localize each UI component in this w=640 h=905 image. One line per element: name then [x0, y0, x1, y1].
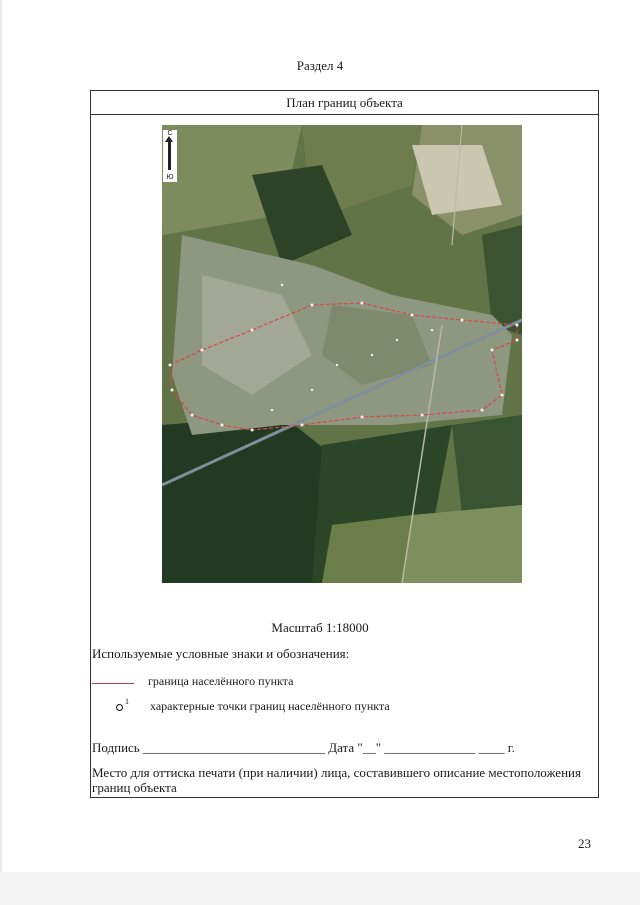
boundary-point	[501, 394, 504, 397]
boundary-point	[251, 329, 254, 332]
boundary-point	[481, 409, 484, 412]
boundary-point	[201, 349, 204, 352]
boundary-point	[281, 284, 283, 286]
legend-title: Используемые условные знаки и обозначения:	[92, 646, 350, 661]
compass-south-label: Ю	[166, 174, 174, 181]
boundary-point	[191, 414, 194, 417]
compass-north-label: С	[167, 130, 173, 137]
boundary-point	[396, 339, 398, 341]
boundary-point	[491, 349, 494, 352]
section-title: Раздел 4	[296, 58, 344, 73]
north-arrow	[163, 130, 177, 182]
boundary-point	[516, 324, 519, 327]
boundary-point	[361, 416, 364, 419]
boundary-point	[371, 354, 373, 356]
boundary-line-label: граница населённого пункта	[148, 674, 294, 688]
boundary-point-symbol	[116, 704, 123, 711]
boundary-point	[361, 302, 364, 305]
boundary-point	[461, 319, 464, 322]
boundary-point	[516, 339, 519, 342]
forest-southeast	[452, 415, 522, 515]
page-bottom-strip	[0, 872, 640, 905]
signature-date-line: Подпись ____________________________ Дата "__" ______________ ____ г.	[92, 740, 515, 755]
boundary-line-symbol	[92, 683, 134, 684]
page-left-edge	[0, 0, 2, 905]
north-arrow-icon	[168, 140, 171, 170]
boundary-point	[271, 409, 273, 411]
boundary-point	[171, 389, 174, 392]
boundary-point	[421, 414, 424, 417]
frame-title: План границ объекта	[91, 91, 598, 115]
stamp-placeholder-text: Место для оттиска печати (при наличии) лица, составившего описание местоположения границ объекта	[92, 765, 581, 795]
boundary-point	[411, 314, 414, 317]
forest-southwest	[162, 415, 332, 583]
boundary-point	[251, 429, 254, 432]
boundary-point-superscript: 1	[125, 697, 129, 706]
boundary-point-label: характерные точки границ населённого пункта	[150, 699, 390, 713]
boundary-point	[431, 329, 433, 331]
field-southeast	[402, 505, 522, 583]
page-number: 23	[578, 836, 591, 851]
aerial-map-drawing	[162, 125, 522, 583]
aerial-map-image	[162, 125, 522, 583]
boundary-point	[221, 424, 224, 427]
boundary-point	[301, 424, 304, 427]
map-scale: Масштаб 1:18000	[271, 620, 369, 635]
boundary-point	[311, 304, 314, 307]
boundary-point	[169, 364, 172, 367]
field-south	[322, 515, 412, 583]
boundary-point	[311, 389, 313, 391]
boundary-point	[336, 364, 338, 366]
